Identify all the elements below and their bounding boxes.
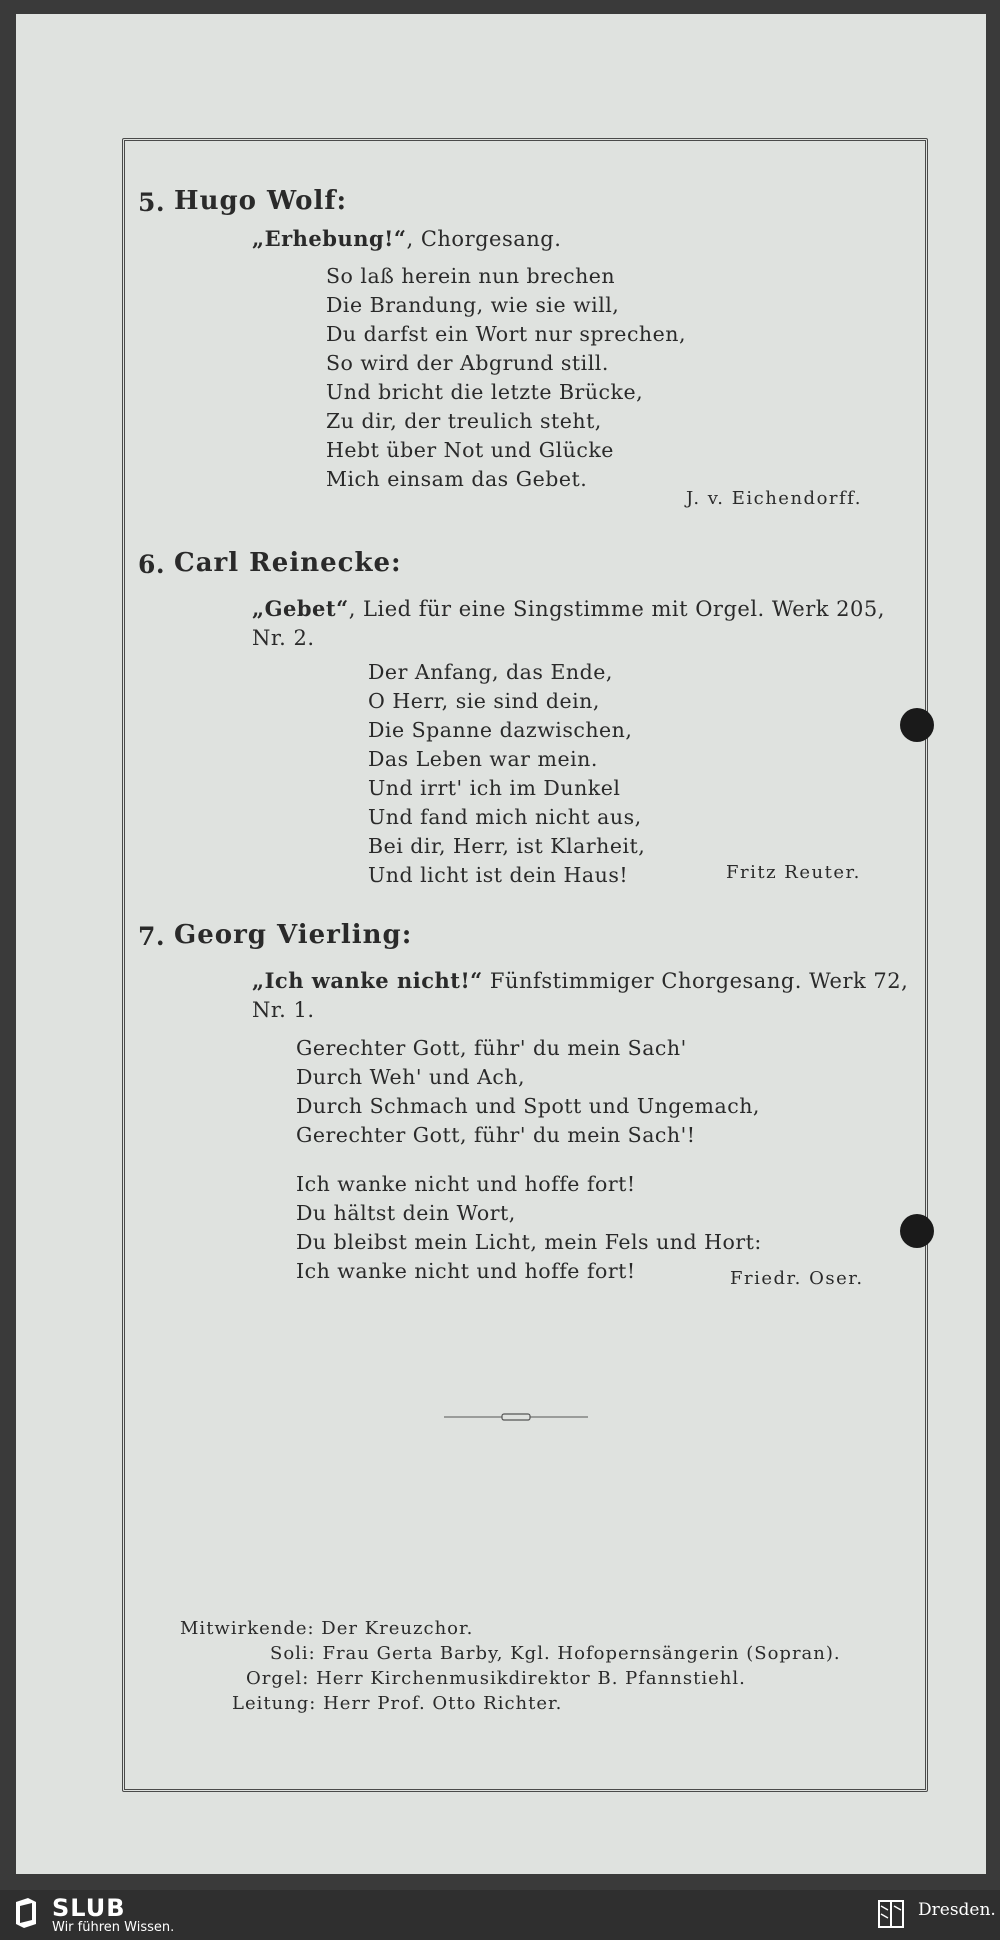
section-5-author: J. v. Eichendorff. — [686, 488, 862, 509]
punch-hole — [900, 1214, 934, 1248]
poem-line: Gerechter Gott, führ' du mein Sach' — [296, 1036, 687, 1060]
section-7-number: 7. — [138, 922, 166, 951]
section-7-heading — [252, 968, 908, 993]
section-5-heading — [252, 226, 561, 251]
poem-line: So wird der Abgrund still. — [326, 351, 609, 375]
poem-line: Das Leben war mein. — [368, 747, 598, 771]
section-5-title: „Erhebung!“ — [252, 226, 407, 251]
credit-conductor: Leitung: Herr Prof. Otto Richter. — [232, 1693, 563, 1714]
poem-line: Und bricht die letzte Brücke, — [326, 380, 644, 404]
poem-line: Die Spanne dazwischen, — [368, 718, 633, 742]
section-5-subtitle: , Chorgesang. — [406, 227, 562, 251]
document-page — [16, 14, 986, 1874]
poem-line: Du darfst ein Wort nur sprechen, — [326, 322, 686, 346]
section-5-composer: Hugo Wolf: — [174, 186, 348, 216]
section-7-title: „Ich wanke nicht!“ — [252, 968, 483, 993]
poem-line: Durch Schmach und Spott und Ungemach, — [296, 1094, 760, 1118]
section-7-subtitle-2: Nr. 1. — [252, 998, 315, 1022]
credit-performers: Mitwirkende: Der Kreuzchor. — [180, 1618, 474, 1639]
poem-line: Zu dir, der treulich steht, — [326, 409, 602, 433]
poem-line: Ich wanke nicht und hoffe fort! — [296, 1172, 636, 1196]
slub-logo-icon[interactable] — [14, 1898, 38, 1928]
section-6-heading — [252, 596, 885, 621]
poem-line: Ich wanke nicht und hoffe fort! — [296, 1259, 636, 1283]
section-7-composer: Georg Vierling: — [174, 920, 413, 950]
slub-brand[interactable]: SLUB — [52, 1894, 126, 1922]
poem-line: Mich einsam das Gebet. — [326, 467, 588, 491]
slub-tagline: Wir führen Wissen. — [52, 1920, 175, 1935]
poem-line: Und irrt' ich im Dunkel — [368, 776, 621, 800]
section-6-subtitle-2: Nr. 2. — [252, 626, 315, 650]
poem-line: Und licht ist dein Haus! — [368, 863, 629, 887]
section-6-number: 6. — [138, 550, 166, 579]
section-7-subtitle: Fünfstimmiger Chorgesang. Werk 72, — [482, 969, 909, 993]
dresden-label[interactable]: Dresden. — [918, 1900, 996, 1920]
section-6-author: Fritz Reuter. — [726, 862, 861, 883]
section-6-poem — [368, 658, 645, 890]
poem-line: Der Anfang, das Ende, — [368, 660, 613, 684]
punch-hole — [900, 708, 934, 742]
section-7-stanza-2 — [296, 1170, 762, 1286]
footer-bar — [0, 1890, 1000, 1940]
poem-line: O Herr, sie sind dein, — [368, 689, 600, 713]
credit-soli: Soli: Frau Gerta Barby, Kgl. Hofopernsängerin (Sopran). — [270, 1643, 841, 1664]
section-5-poem — [326, 262, 686, 494]
credits-block — [180, 1616, 841, 1716]
section-7-stanza-1 — [296, 1034, 760, 1150]
poem-line: Und fand mich nicht aus, — [368, 805, 642, 829]
credit-organ: Orgel: Herr Kirchenmusikdirektor B. Pfannstiehl. — [246, 1668, 746, 1689]
poem-line: Bei dir, Herr, ist Klarheit, — [368, 834, 646, 858]
poem-line: So laß herein nun brechen — [326, 264, 616, 288]
section-6-subtitle: , Lied für eine Singstimme mit Orgel. Werk 205, — [348, 597, 885, 621]
ornament-divider-icon — [444, 1412, 588, 1422]
section-6-title: „Gebet“ — [252, 596, 349, 621]
poem-line: Gerechter Gott, führ' du mein Sach'! — [296, 1123, 696, 1147]
poem-line: Du bleibst mein Licht, mein Fels und Hort: — [296, 1230, 762, 1254]
dresden-crest-icon[interactable] — [878, 1900, 904, 1928]
poem-line: Durch Weh' und Ach, — [296, 1065, 526, 1089]
section-5-number: 5. — [138, 188, 166, 217]
section-6-composer: Carl Reinecke: — [174, 548, 402, 578]
poem-line: Hebt über Not und Glücke — [326, 438, 614, 462]
poem-line: Du hältst dein Wort, — [296, 1201, 516, 1225]
poem-line: Die Brandung, wie sie will, — [326, 293, 620, 317]
section-7-author: Friedr. Oser. — [730, 1268, 864, 1289]
